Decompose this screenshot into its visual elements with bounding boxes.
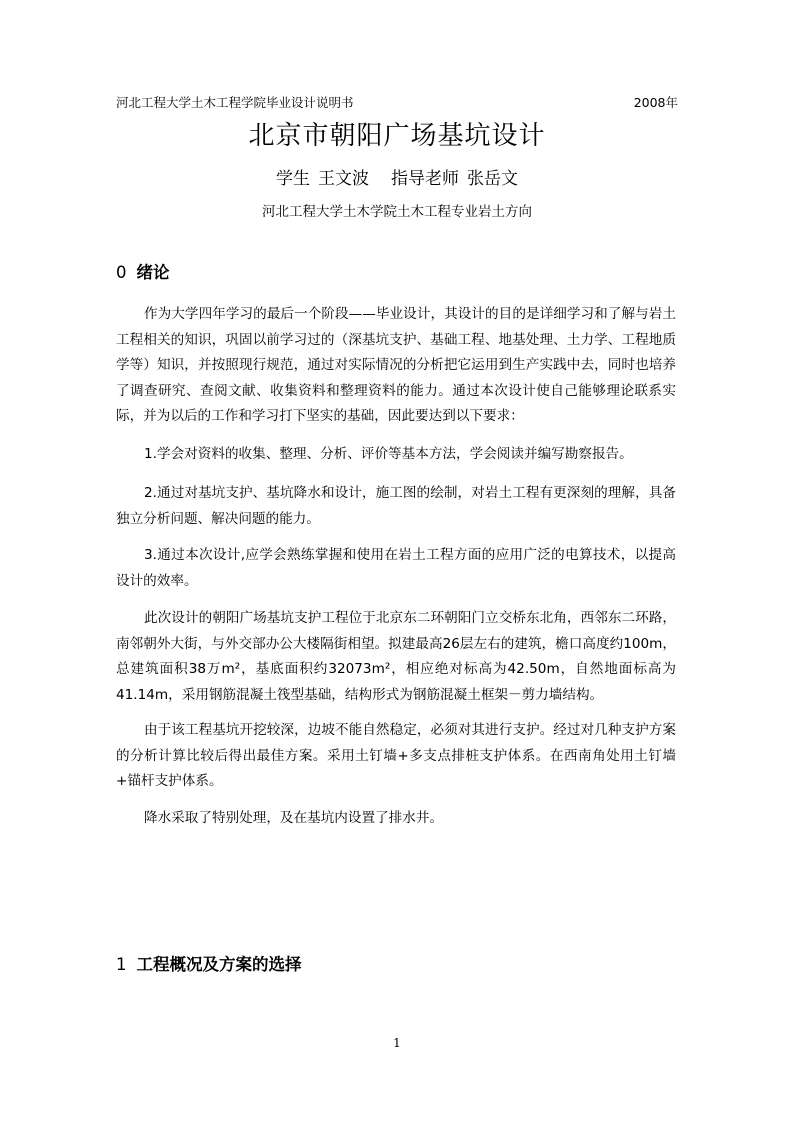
paragraph: 此次设计的朝阳广场基坑支护工程位于北京东二环朝阳门立交桥东北角，西邻东二环路，南邻朝外大街，与外交部办公大楼隔街相望。拟建最高26层左右的建筑，檐口高度约100m，总建筑面积38万m²，基底面积约32073m²，相应绝对标高为42.50m，自然地面标高为41.14m，采用钢筋混凝土筏型基础，结构形式为钢筋混凝土框架－剪力墙结构。 [116, 610, 676, 703]
paragraph: 3.通过本次设计,应学会熟练掌握和使用在岩土工程方面的应用广泛的电算技术，以提高设计的效率。 [116, 547, 676, 589]
section-number: 1 [116, 955, 127, 974]
advisor-label: 指导老师 [391, 169, 459, 189]
advisor-name: 张岳文 [467, 169, 518, 189]
section-heading-overview [116, 953, 302, 977]
section-title: 绪论 [136, 263, 170, 282]
document-title: 北京市朝阳广场基坑设计 [248, 121, 546, 151]
paragraph: 作为大学四年学习的最后一个阶段——毕业设计，其设计的目的是详细学习和了解与岩土工程相关的知识，巩固以前学习过的（深基坑支护、基础工程、地基处理、土力学、工程地质学等）知识，并按照现行规范，通过对实际情况的分析把它运用到生产实践中去，同时也培养了调查研究、查阅文献、收集资料和整理资料的能力。通过本次设计使自己能够理论联系实际，并为以后的工作和学习打下坚实的基础，因此要达到以下要求： [116, 306, 676, 424]
header-year: 2008年 [633, 95, 678, 110]
affiliation: 河北工程大学土木学院土木工程专业岩土方向 [262, 204, 532, 220]
student-name: 王文波 [318, 169, 369, 189]
section-heading-intro [116, 261, 170, 285]
paragraph: 降水采取了特别处理，及在基坑内设置了排水井。 [144, 810, 444, 826]
section-number: 0 [116, 263, 127, 282]
header-institution: 河北工程大学土木工程学院毕业设计说明书 [116, 95, 354, 110]
student-label: 学生 [276, 169, 310, 189]
paragraph: 2.通过对基坑支护、基坑降水和设计，施工图的绘制，对岩土工程有更深刻的理解，具备独立分析问题、解决问题的能力。 [116, 485, 676, 527]
author-byline [0, 167, 794, 191]
running-header [116, 95, 678, 111]
paragraph: 由于该工程基坑开挖较深，边坡不能自然稳定，必须对其进行支护。经过对几种支护方案的分析计算比较后得出最佳方案。采用土钉墙+多支点排桩支护体系。在西南角处用土钉墙+锚杆支护体系。 [116, 722, 676, 789]
page-number: 1 [393, 1036, 401, 1050]
paragraph: 1.学会对资料的收集、整理、分析、评价等基本方法，学会阅读并编写勘察报告。 [144, 446, 633, 462]
section-title: 工程概况及方案的选择 [136, 955, 302, 974]
